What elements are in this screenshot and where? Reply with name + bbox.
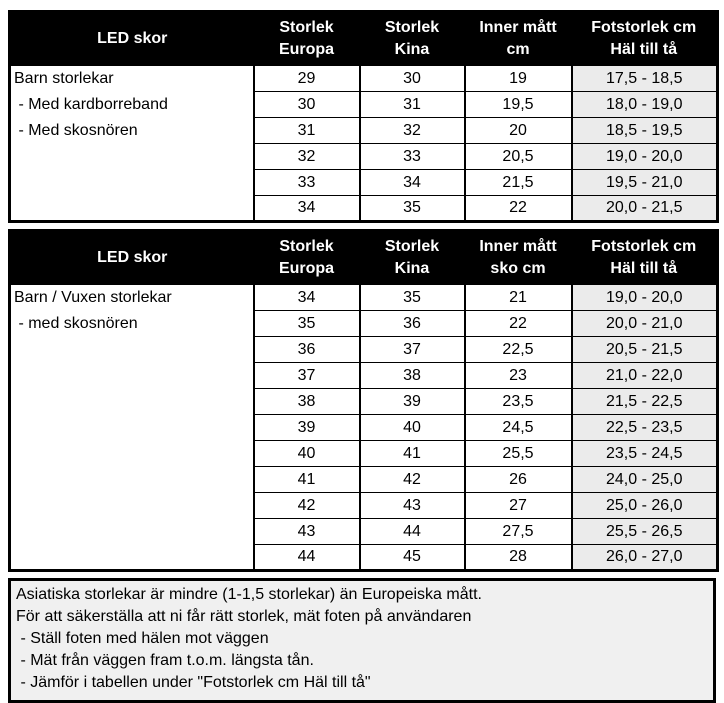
col-header-line: Kina (394, 260, 430, 277)
table-body (10, 66, 718, 222)
size-kina-cell: 42 (360, 467, 465, 493)
col-header-line: Fotstorlek cm (591, 19, 697, 36)
size-europa-cell: 40 (254, 441, 360, 467)
inner-matt-cell: 26 (465, 467, 572, 493)
col-header-line: Storlek (279, 238, 334, 255)
size-kina-cell: 35 (360, 285, 465, 311)
size-europa-cell: 34 (254, 285, 360, 311)
size-europa-cell: 42 (254, 493, 360, 519)
inner-matt-cell: 19 (465, 66, 572, 92)
size-kina-cell: 32 (360, 118, 465, 144)
instruction-line: - Ställ foten med hälen mot väggen (16, 630, 269, 647)
col-header-storlek-europa (254, 231, 360, 285)
size-europa-cell: 37 (254, 363, 360, 389)
fotstorlek-cell: 20,5 - 21,5 (572, 337, 718, 363)
col-header-storlek-kina (360, 231, 465, 285)
size-europa-cell: 43 (254, 519, 360, 545)
col-header-line: Kina (394, 41, 430, 58)
size-europa-cell: 32 (254, 144, 360, 170)
fotstorlek-cell: 25,5 - 26,5 (572, 519, 718, 545)
size-kina-cell: 45 (360, 545, 465, 571)
col-header-line: sko cm (490, 260, 546, 277)
col-header-line: Inner mått (479, 19, 557, 36)
size-europa-cell: 38 (254, 389, 360, 415)
fotstorlek-cell: 19,0 - 20,0 (572, 285, 718, 311)
row-group-label-line: Barn / Vuxen storlekar (14, 289, 172, 306)
inner-matt-cell: 23,5 (465, 389, 572, 415)
inner-matt-cell: 19,5 (465, 92, 572, 118)
size-kina-cell: 37 (360, 337, 465, 363)
inner-matt-cell: 22 (465, 196, 572, 222)
fotstorlek-cell: 19,5 - 21,0 (572, 170, 718, 196)
size-kina-cell: 33 (360, 144, 465, 170)
size-kina-cell: 30 (360, 66, 465, 92)
inner-matt-cell: 20 (465, 118, 572, 144)
fotstorlek-cell: 24,0 - 25,0 (572, 467, 718, 493)
size-table-barn-vuxen (8, 229, 719, 572)
fotstorlek-cell: 18,5 - 19,5 (572, 118, 718, 144)
inner-matt-cell: 22,5 (465, 337, 572, 363)
inner-matt-cell: 28 (465, 545, 572, 571)
size-europa-cell: 35 (254, 311, 360, 337)
inner-matt-cell: 27,5 (465, 519, 572, 545)
fotstorlek-cell: 19,0 - 20,0 (572, 144, 718, 170)
fotstorlek-cell: 17,5 - 18,5 (572, 66, 718, 92)
instruction-line: - Jämför i tabellen under "Fotstorlek cm Häl till tå" (16, 674, 371, 691)
col-header-line: Europa (278, 41, 335, 58)
col-header-line: Fotstorlek cm (591, 238, 697, 255)
size-europa-cell: 36 (254, 337, 360, 363)
table-body (10, 285, 718, 571)
inner-matt-cell: 25,5 (465, 441, 572, 467)
instruction-line: - Mät från väggen fram t.o.m. längsta tån. (16, 652, 314, 669)
size-row (10, 285, 718, 311)
col-header-line: Häl till tå (610, 41, 678, 58)
size-kina-cell: 34 (360, 170, 465, 196)
col-header-line: Storlek (279, 19, 334, 36)
header-row (10, 231, 718, 285)
row-group-label (10, 66, 254, 222)
fotstorlek-cell: 21,0 - 22,0 (572, 363, 718, 389)
fotstorlek-cell: 22,5 - 23,5 (572, 415, 718, 441)
size-europa-cell: 31 (254, 118, 360, 144)
col-header-line: Storlek (384, 238, 440, 255)
row-group-label-line: - Med skosnören (14, 122, 138, 139)
size-kina-cell: 36 (360, 311, 465, 337)
size-kina-cell: 41 (360, 441, 465, 467)
col-header-line: Europa (278, 260, 335, 277)
inner-matt-cell: 24,5 (465, 415, 572, 441)
fotstorlek-cell: 20,0 - 21,0 (572, 311, 718, 337)
row-group-label (10, 285, 254, 571)
instruction-line: Asiatiska storlekar är mindre (1-1,5 storlekar) än Europeiska mått. (16, 586, 482, 603)
col-header-storlek-kina (360, 12, 465, 66)
col-header-fotstorlek (572, 231, 718, 285)
size-row (10, 66, 718, 92)
fotstorlek-cell: 18,0 - 19,0 (572, 92, 718, 118)
size-europa-cell: 41 (254, 467, 360, 493)
size-europa-cell: 44 (254, 545, 360, 571)
col-header-line: Inner mått (479, 238, 557, 255)
inner-matt-cell: 23 (465, 363, 572, 389)
size-kina-cell: 38 (360, 363, 465, 389)
size-kina-cell: 39 (360, 389, 465, 415)
instruction-line: För att säkerställa att ni får rätt storlek, mät foten på användaren (16, 608, 472, 625)
col-header-inner-matt (465, 12, 572, 66)
row-group-label-line: Barn storlekar (14, 70, 114, 87)
row-group-label-line: - med skosnören (14, 315, 138, 332)
size-kina-cell: 44 (360, 519, 465, 545)
size-kina-cell: 31 (360, 92, 465, 118)
size-kina-cell: 43 (360, 493, 465, 519)
fotstorlek-cell: 20,0 - 21,5 (572, 196, 718, 222)
size-table-barn (8, 10, 719, 223)
size-kina-cell: 40 (360, 415, 465, 441)
size-europa-cell: 30 (254, 92, 360, 118)
table-header (10, 231, 718, 285)
table-title: LED skor (10, 231, 254, 285)
measuring-instructions (8, 578, 716, 703)
fotstorlek-cell: 25,0 - 26,0 (572, 493, 718, 519)
fotstorlek-cell: 26,0 - 27,0 (572, 545, 718, 571)
size-europa-cell: 39 (254, 415, 360, 441)
col-header-line: Storlek (384, 19, 440, 36)
inner-matt-cell: 22 (465, 311, 572, 337)
col-header-inner-matt-sko (465, 231, 572, 285)
row-group-label-line: - Med kardborreband (14, 96, 168, 113)
inner-matt-cell: 21 (465, 285, 572, 311)
size-europa-cell: 34 (254, 196, 360, 222)
col-header-storlek-europa (254, 12, 360, 66)
size-europa-cell: 29 (254, 66, 360, 92)
inner-matt-cell: 27 (465, 493, 572, 519)
col-header-line: cm (506, 41, 530, 58)
fotstorlek-cell: 23,5 - 24,5 (572, 441, 718, 467)
inner-matt-cell: 20,5 (465, 144, 572, 170)
col-header-line: Häl till tå (610, 260, 678, 277)
table-title: LED skor (10, 12, 254, 66)
size-europa-cell: 33 (254, 170, 360, 196)
table-header (10, 12, 718, 66)
inner-matt-cell: 21,5 (465, 170, 572, 196)
size-kina-cell: 35 (360, 196, 465, 222)
col-header-fotstorlek (572, 12, 718, 66)
header-row (10, 12, 718, 66)
fotstorlek-cell: 21,5 - 22,5 (572, 389, 718, 415)
